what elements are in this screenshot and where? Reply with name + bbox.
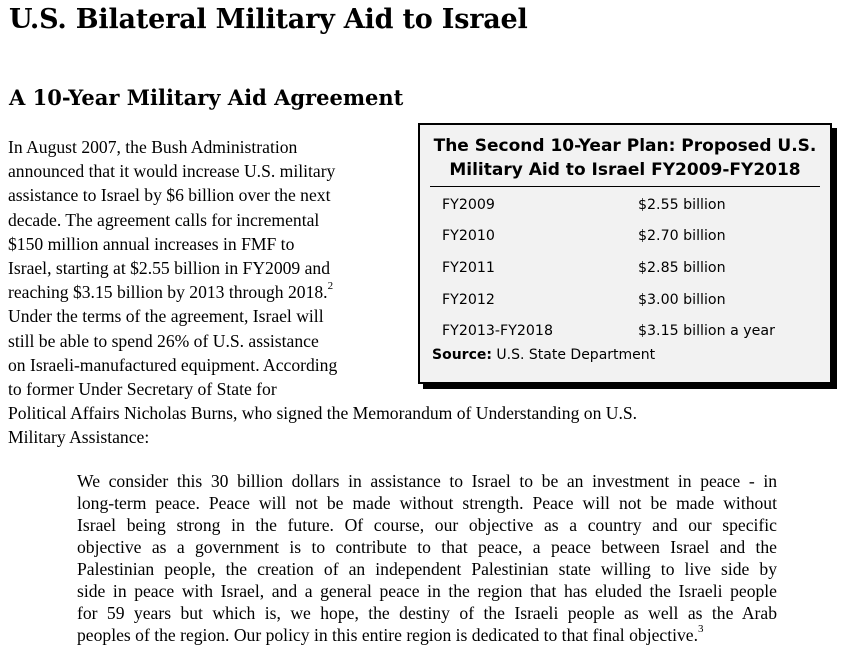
aid-plan-table-box <box>418 123 832 384</box>
table-source <box>432 347 655 363</box>
paragraph-line: Under the terms of the agreement, Israel will <box>8 306 324 327</box>
source-text: U.S. State Department <box>491 347 656 363</box>
quote-line: Palestinian people, the creation of an independent Palestinian state willing to live side by <box>77 559 777 579</box>
paragraph-line: announced that it would increase U.S. military <box>8 161 336 182</box>
table-row <box>442 189 822 221</box>
amount-cell: $2.55 billion <box>638 196 726 213</box>
quote-line: for 59 years but which is, we hope, the destiny of the Israeli people as well as the Arab <box>77 603 777 623</box>
quote-line-text: peoples of the region. Our policy in this entire region is dedicated to that final objective. <box>77 625 698 645</box>
paragraph-line: assistance to Israel by $6 billion over the next <box>8 185 331 206</box>
paragraph-line: $150 million annual increases in FMF to <box>8 233 295 254</box>
paragraph-line-text: reaching $3.15 billion by 2013 through 2018. <box>8 282 328 303</box>
fiscal-year-cell: FY2011 <box>442 259 495 276</box>
footnote-ref-3[interactable]: 3 <box>697 623 704 636</box>
quote-line: long-term peace. Peace will not be made without strength. Peace will not be made without <box>77 493 777 513</box>
paragraph-line: Military Assistance: <box>8 427 150 448</box>
table-box-title-line1: The Second 10-Year Plan: Proposed U.S. <box>433 136 817 156</box>
quote-line: Israel being strong in the future. Of course, our objective as a country and our specific <box>77 515 777 535</box>
table-box-title <box>420 125 830 182</box>
quote-line: objective as a government is to contribute to that peace, a peace between Israel and the <box>77 537 777 557</box>
table-divider <box>430 186 820 187</box>
paragraph-line: decade. The agreement calls for incremental <box>8 209 320 230</box>
fiscal-year-cell: FY2012 <box>442 291 495 308</box>
table-box-title-line2: Military Aid to Israel FY2009-FY2018 <box>449 160 801 180</box>
source-label: Source: <box>432 347 492 363</box>
paragraph-line: still be able to spend 26% of U.S. assistance <box>8 330 319 351</box>
fiscal-year-cell: FY2010 <box>442 228 495 245</box>
amount-cell: $2.70 billion <box>638 228 726 245</box>
block-quote <box>77 470 777 646</box>
section-heading: A 10-Year Military Aid Agreement <box>9 85 404 110</box>
paragraph-line <box>8 280 408 304</box>
fiscal-year-cell: FY2009 <box>442 196 495 213</box>
amount-cell: $3.00 billion <box>638 291 726 308</box>
fiscal-year-cell: FY2013-FY2018 <box>442 323 553 340</box>
paragraph-line: Israel, starting at $2.55 billion in FY2009 and <box>8 258 331 279</box>
paragraph-line: Political Affairs Nicholas Burns, who signed the Memorandum of Understanding on U.S. <box>8 403 638 424</box>
paragraph-line: to former Under Secretary of State for <box>8 379 277 400</box>
amount-cell: $3.15 billion a year <box>638 323 775 340</box>
quote-line: side in peace with Israel, and a general peace in the region that has eluded the Israeli people <box>77 581 777 601</box>
table-row <box>442 252 822 284</box>
amount-cell: $2.85 billion <box>638 259 726 276</box>
table-row <box>442 221 822 253</box>
paragraph-line: In August 2007, the Bush Administration <box>8 137 298 157</box>
paragraph-line: on Israeli-manufactured equipment. According <box>8 354 338 375</box>
quote-line: We consider this 30 billion dollars in assistance to Israel to be an investment in peace - in <box>77 471 777 491</box>
quote-line <box>77 624 777 646</box>
table-row <box>442 315 822 347</box>
page-title: U.S. Bilateral Military Aid to Israel <box>9 4 528 35</box>
aid-table <box>442 189 822 347</box>
footnote-ref-2[interactable]: 2 <box>327 280 334 293</box>
table-row <box>442 284 822 316</box>
